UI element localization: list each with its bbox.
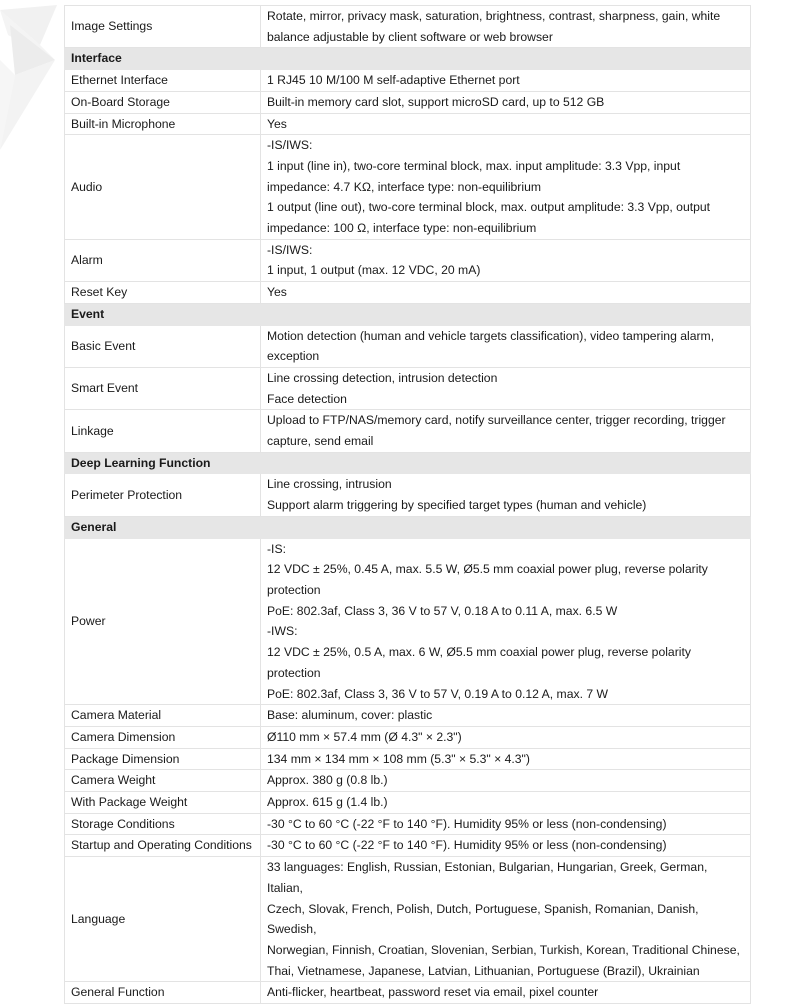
spec-value-line: -IS:: [267, 541, 286, 556]
spec-label: Power: [65, 538, 261, 705]
spec-label: Camera Material: [65, 705, 261, 727]
spec-value: [261, 410, 751, 452]
section-title: Event: [65, 303, 751, 325]
spec-value: [261, 770, 751, 792]
spec-label: Startup and Operating Conditions: [65, 835, 261, 857]
section-header-general: [65, 516, 751, 538]
section-title: Deep Learning Function: [65, 452, 751, 474]
spec-value-line: Thai, Vietnamese, Japanese, Latvian, Lithuanian, Portuguese (Brazil), Ukrainian: [267, 963, 700, 978]
spec-value-line: Line crossing, intrusion: [267, 477, 392, 492]
spec-label: Ethernet Interface: [65, 70, 261, 92]
spec-value-line: Ø110 mm × 57.4 mm (Ø 4.3" × 2.3"): [267, 729, 462, 744]
spec-label: Camera Dimension: [65, 726, 261, 748]
spec-value: [261, 813, 751, 835]
spec-value-line: Base: aluminum, cover: plastic: [267, 708, 433, 723]
spec-row-general-function: [65, 982, 751, 1004]
spec-value: [261, 835, 751, 857]
spec-value-line: -30 °C to 60 °C (-22 °F to 140 °F). Humidity 95% or less (non-condensing): [267, 816, 667, 831]
spec-label: Perimeter Protection: [65, 474, 261, 516]
spec-value-line: Line crossing detection, intrusion detection: [267, 370, 498, 385]
spec-row-storage-conditions: [65, 813, 751, 835]
spec-label: On-Board Storage: [65, 91, 261, 113]
spec-value: [261, 726, 751, 748]
spec-value-line: Yes: [267, 116, 287, 131]
spec-label: Storage Conditions: [65, 813, 261, 835]
spec-row-power: [65, 538, 751, 705]
spec-row-language: [65, 857, 751, 982]
spec-row-alarm: [65, 239, 751, 281]
spec-value: [261, 239, 751, 281]
spec-label: Package Dimension: [65, 748, 261, 770]
spec-label: Alarm: [65, 239, 261, 281]
spec-label: Camera Weight: [65, 770, 261, 792]
spec-row-basic-event: [65, 325, 751, 367]
spec-row-perimeter-protection: [65, 474, 751, 516]
spec-value: [261, 70, 751, 92]
spec-row-with-package-weight: [65, 792, 751, 814]
spec-value: [261, 135, 751, 240]
spec-row-ethernet-interface: [65, 70, 751, 92]
brand-logo-watermark-icon: [0, 0, 60, 160]
spec-row-camera-weight: [65, 770, 751, 792]
spec-value: [261, 91, 751, 113]
spec-value-line: protection: [267, 665, 321, 680]
section-title: Interface: [65, 48, 751, 70]
spec-value-line: 1 input (line in), two-core terminal block, max. input amplitude: 3.3 Vpp, input: [267, 158, 681, 173]
spec-value: [261, 367, 751, 409]
spec-label: Built-in Microphone: [65, 113, 261, 135]
spec-label: Audio: [65, 135, 261, 240]
spec-value-line: -IS/IWS:: [267, 242, 313, 257]
section-header-event: [65, 303, 751, 325]
spec-value-line: -IWS:: [267, 624, 298, 639]
spec-value-line: Support alarm triggering by specified target types (human and vehicle): [267, 498, 647, 513]
spec-value: [261, 6, 751, 48]
spec-value-line: impedance: 4.7 KΩ, interface type: non-equilibrium: [267, 179, 541, 194]
spec-value-line: -IS/IWS:: [267, 138, 313, 153]
spec-label: Image Settings: [65, 6, 261, 48]
spec-value-line: Yes: [267, 285, 287, 300]
spec-row-image-settings: [65, 6, 751, 48]
spec-value: [261, 325, 751, 367]
spec-value: [261, 705, 751, 727]
spec-value-line: 1 input, 1 output (max. 12 VDC, 20 mA): [267, 263, 481, 278]
spec-value-line: Built-in memory card slot, support microSD card, up to 512 GB: [267, 94, 605, 109]
spec-value-line: 12 VDC ± 25%, 0.5 A, max. 6 W, Ø5.5 mm coaxial power plug, reverse polarity: [267, 645, 691, 660]
spec-value-line: Anti-flicker, heartbeat, password reset via email, pixel counter: [267, 985, 599, 1000]
spec-label: Smart Event: [65, 367, 261, 409]
spec-label: With Package Weight: [65, 792, 261, 814]
spec-value: [261, 538, 751, 705]
spec-row-package-dimension: [65, 748, 751, 770]
spec-value-line: Rotate, mirror, privacy mask, saturation, brightness, contrast, sharpness, gain, white: [267, 9, 721, 23]
spec-row-smart-event: [65, 367, 751, 409]
spec-value-line: Face detection: [267, 391, 347, 406]
spec-value-line: Approx. 615 g (1.4 lb.): [267, 795, 388, 810]
spec-row-camera-material: [65, 705, 751, 727]
spec-value-line: exception: [267, 349, 320, 364]
spec-row-camera-dimension: [65, 726, 751, 748]
spec-value-line: Motion detection (human and vehicle targets classification), video tampering alarm,: [267, 328, 715, 343]
spec-value: [261, 792, 751, 814]
spec-label: General Function: [65, 982, 261, 1004]
spec-value-line: 1 output (line out), two-core terminal block, max. output amplitude: 3.3 Vpp, output: [267, 200, 711, 215]
spec-table-body: [65, 6, 751, 1004]
spec-row-linkage: [65, 410, 751, 452]
section-header-interface: [65, 48, 751, 70]
spec-value-line: Upload to FTP/NAS/memory card, notify surveillance center, trigger recording, trigger: [267, 413, 726, 428]
spec-value-line: 134 mm × 134 mm × 108 mm (5.3" × 5.3" × 4.3"): [267, 751, 530, 766]
spec-label: Language: [65, 857, 261, 982]
spec-value: [261, 113, 751, 135]
spec-row-reset-key: [65, 282, 751, 304]
spec-value-line: capture, send email: [267, 434, 374, 449]
spec-value-line: 12 VDC ± 25%, 0.45 A, max. 5.5 W, Ø5.5 mm coaxial power plug, reverse polarity: [267, 562, 708, 577]
spec-label: Reset Key: [65, 282, 261, 304]
spec-value-line: protection: [267, 582, 321, 597]
spec-value-line: 1 RJ45 10 M/100 M self-adaptive Ethernet port: [267, 73, 520, 88]
spec-label: Linkage: [65, 410, 261, 452]
spec-row-built-in-microphone: [65, 113, 751, 135]
spec-value-line: impedance: 100 Ω, interface type: non-equilibrium: [267, 221, 537, 236]
section-header-deep-learning-function: [65, 452, 751, 474]
spec-value-line: PoE: 802.3af, Class 3, 36 V to 57 V, 0.18 A to 0.11 A, max. 6.5 W: [267, 603, 618, 618]
spec-row-on-board-storage: [65, 91, 751, 113]
spec-row-audio: [65, 135, 751, 240]
spec-value-line: 33 languages: English, Russian, Estonian, Bulgarian, Hungarian, Greek, German, Italian,: [267, 860, 708, 895]
spec-value-line: Czech, Slovak, French, Polish, Dutch, Portuguese, Spanish, Romanian, Danish, Swedish,: [267, 901, 699, 937]
section-title: General: [65, 516, 751, 538]
spec-label: Basic Event: [65, 325, 261, 367]
spec-value: [261, 982, 751, 1004]
spec-value-line: -30 °C to 60 °C (-22 °F to 140 °F). Humidity 95% or less (non-condensing): [267, 838, 667, 853]
spec-table: [64, 5, 751, 1004]
spec-value: [261, 748, 751, 770]
spec-value-line: Norwegian, Finnish, Croatian, Slovenian, Serbian, Turkish, Korean, Traditional Chinese,: [267, 942, 740, 957]
spec-value-line: Approx. 380 g (0.8 lb.): [267, 773, 388, 788]
spec-value: [261, 282, 751, 304]
spec-value: [261, 857, 751, 982]
spec-value-line: balance adjustable by client software or web browser: [267, 29, 553, 44]
spec-row-startup-and-operating-conditions: [65, 835, 751, 857]
spec-value-line: PoE: 802.3af, Class 3, 36 V to 57 V, 0.19 A to 0.12 A, max. 7 W: [267, 686, 609, 701]
spec-value: [261, 474, 751, 516]
